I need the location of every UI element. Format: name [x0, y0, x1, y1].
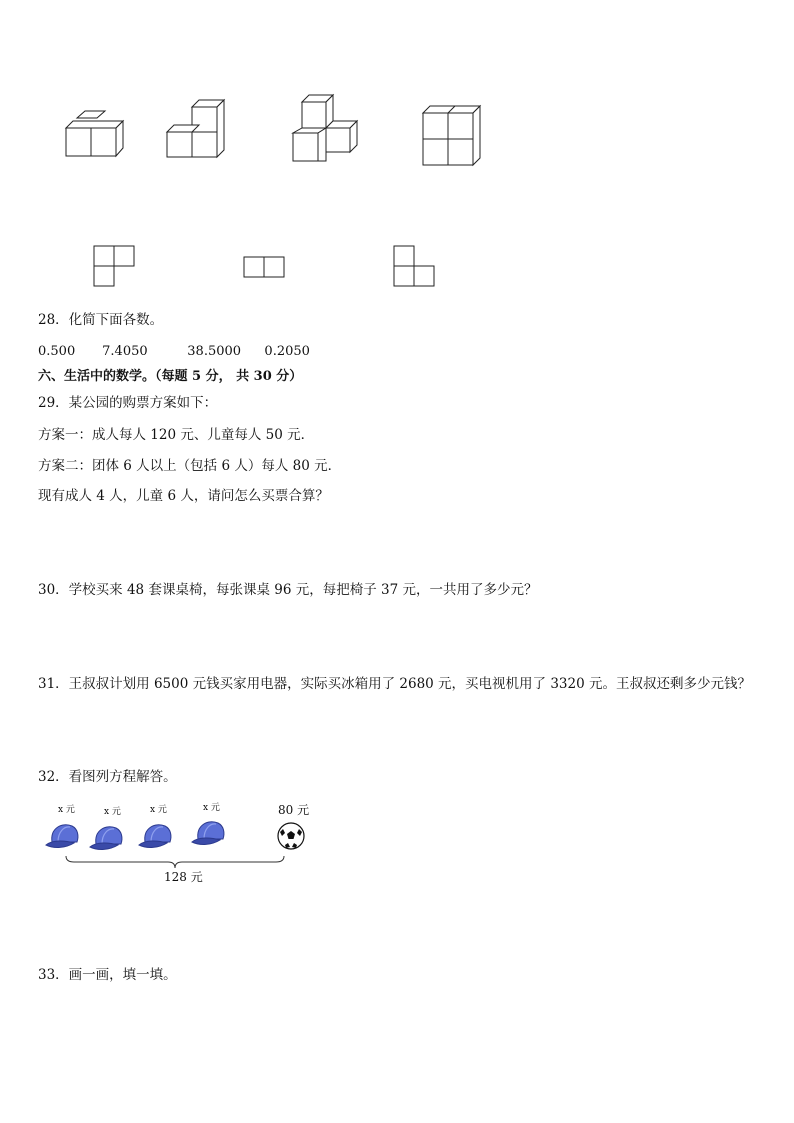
q28-number-list	[38, 345, 310, 358]
q29-plan-2: 方案二：团体 6 人以上（包括 6 人）每人 80 元．	[38, 458, 342, 474]
cap-price-label: x 元	[203, 803, 220, 813]
q28-number: 0.2050	[264, 344, 310, 359]
q28-number: 38.5000	[187, 344, 242, 359]
view-shape-1	[92, 244, 138, 288]
cube-figure-3	[290, 93, 364, 165]
cap-price-label: x 元	[58, 805, 75, 815]
cap-icon	[137, 822, 175, 852]
soccer-ball-icon	[275, 820, 307, 852]
ball-price-label: 80 元	[278, 803, 310, 817]
section-heading: 六、生活中的数学。（每题 5 分， 共 30 分）	[38, 369, 303, 384]
cube-figure-1	[60, 110, 130, 162]
q28-number: 0.500	[38, 344, 76, 359]
q29-plan-1: 方案一：成人每人 120 元、儿童每人 50 元．	[38, 427, 315, 443]
q29-intro: 29．某公园的购票方案如下：	[38, 395, 218, 411]
q28-question: 28．化简下面各数。	[38, 312, 164, 328]
q28-number: 7.4050	[102, 344, 148, 359]
q31-question: 31．王叔叔计划用 6500 元钱买家用电器，实际买冰箱用了 2680 元，买电视机用了 3320 元。王叔叔还剩多少元钱？	[38, 676, 751, 692]
cap-icon	[44, 822, 82, 852]
q29-question: 现有成人 4 人，儿童 6 人，请问怎么买票合算？	[38, 488, 329, 504]
total-price-label: 128 元	[164, 870, 203, 884]
total-bracket	[64, 854, 286, 870]
q33-question: 33．画一画，填一填。	[38, 967, 177, 983]
q30-question: 30．学校买来 48 套课桌椅，每张课桌 96 元，每把椅子 37 元，一共用了多少元？	[38, 582, 538, 598]
cap-icon	[190, 819, 228, 849]
view-shape-2	[242, 255, 288, 279]
cube-figure-4	[420, 103, 484, 169]
cap-price-label: x 元	[150, 805, 167, 815]
cap-price-label: x 元	[104, 807, 121, 817]
q32-question: 32．看图列方程解答。	[38, 769, 177, 785]
cap-icon	[88, 824, 126, 854]
cube-figure-2	[162, 97, 230, 163]
view-shape-3	[392, 244, 438, 288]
